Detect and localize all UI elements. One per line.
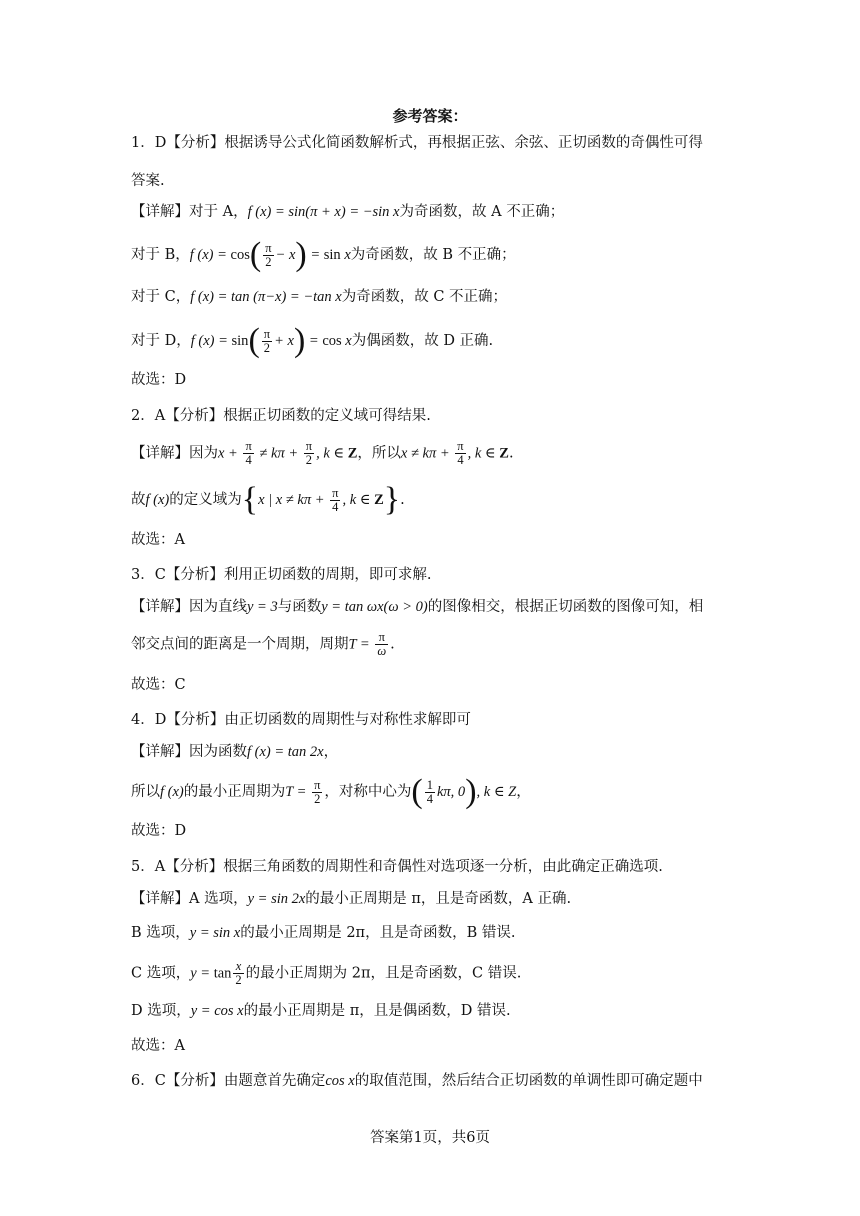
q5-detail-c: C 选项，y = tan $\frac{x}{2}$ 的最小正周期为 2π，且是奇函数，C 错误. — [131, 959, 522, 987]
q2-detail: 【详解】因为x + $\frac{\pi}{4}$ ≠ kπ + $\frac{\pi}{2}$ , k ∈ Z，所以x ≠ kπ + $\frac{\pi}{4}$ , k ∈ Z. — [131, 439, 514, 467]
q6-analysis: 6．C【分析】由题意首先确定cos x的取值范围，然后结合正切函数的单调性即可确定题中 — [131, 1073, 703, 1089]
q5-detail-a: 【详解】A 选项，y = sin 2x的最小正周期是 π，且是奇函数，A 正确. — [131, 891, 572, 907]
q5-detail-b: B 选项，y = sin x的最小正周期是 2π，且是奇函数，B 错误. — [131, 925, 516, 941]
q5-analysis: 5．A【分析】根据三角函数的周期性和奇偶性对选项逐一分析，由此确定正确选项. — [131, 859, 663, 875]
q2-answer: 故选：A — [131, 532, 185, 548]
q3-answer: 故选：C — [131, 677, 186, 693]
q1-analysis: 1．D【分析】根据诱导公式化简函数解析式，再根据正弦、余弦、正切函数的奇偶性可得 — [131, 135, 703, 151]
q4-detail: 【详解】因为函数f (x) = tan 2x， — [131, 744, 339, 760]
q1-detail-c: 对于 C，f (x) = tan (π−x) = −tan x为奇函数，故 C 不正确； — [131, 289, 508, 305]
q2-domain: 故f (x)的定义域为{x | x ≠ kπ + $\frac{\pi}{4}$ , k ∈ Z}. — [131, 481, 405, 518]
q2-analysis: 2．A【分析】根据正切函数的定义域可得结果. — [131, 408, 431, 424]
q4-analysis: 4．D【分析】由正切函数的周期性与对称性求解即可 — [131, 712, 471, 728]
q4-answer: 故选：D — [131, 823, 187, 839]
q1-detail-a: 【详解】对于 A，f (x) = sin(π + x) = −sin x为奇函数，故 A 不正确； — [131, 204, 565, 220]
q5-detail-d: D 选项，y = cos x的最小正周期是 π，且是偶函数，D 错误. — [131, 1003, 511, 1019]
q3-detail: 【详解】因为直线y = 3与函数y = tan ωx(ω > 0)的图像相交，根据正切函数的图像可知，相 — [131, 599, 704, 615]
page-footer: 答案第1页，共6页 — [370, 1130, 490, 1146]
q3-period: 邻交点间的距离是一个周期，周期T = $\frac{\pi}{\omega}$ . — [131, 630, 395, 658]
page-title: 参考答案： — [392, 107, 468, 125]
q1-analysis-cont: 答案. — [131, 173, 165, 189]
q1-detail-b: 对于 B，f (x) = cos( $\frac{\pi}{2}$ − x) = sin x为奇函数，故 B 不正确； — [131, 236, 516, 273]
q1-detail-d: 对于 D，f (x) = sin( $\frac{\pi}{2}$ + x) = cos x为偶函数，故 D 正确. — [131, 322, 494, 359]
q1-answer: 故选：D — [131, 372, 187, 388]
q3-analysis: 3．C【分析】利用正切函数的周期，即可求解. — [131, 567, 432, 583]
q5-answer: 故选：A — [131, 1038, 185, 1054]
q4-period-center: 所以f (x)的最小正周期为T = $\frac{\pi}{2}$ ，对称中心为( $\frac{1}{4}$ kπ, 0), k ∈ Z， — [131, 773, 531, 810]
